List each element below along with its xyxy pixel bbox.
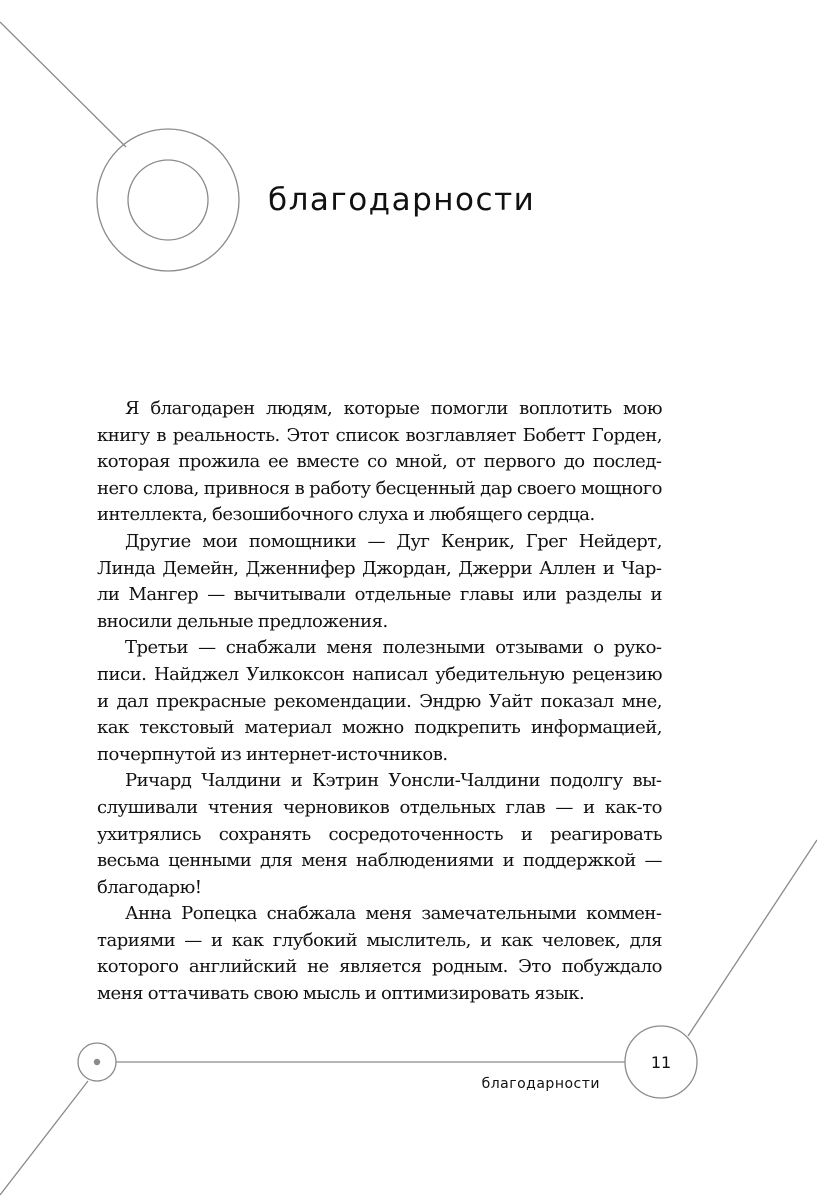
paragraph: Я благодарен людям, которые помогли воплотить мою книгу в реальность. Этот список возглавляет Бобетт Горден, которая прожила ее вместе со мной, от первого до последнего слова, привнося в работу бесценный дар своего мощного интеллекта, безошибочного слуха и любящего сердца.	[97, 398, 662, 526]
title-outer-circle	[97, 129, 239, 271]
bottom-left-diagonal-line	[0, 1081, 88, 1195]
top-diagonal-line	[0, 22, 126, 147]
page-number: 11	[650, 1052, 672, 1072]
chapter-title: благодарности	[268, 182, 536, 218]
title-inner-circle	[128, 160, 208, 240]
footer-left-circle	[78, 1043, 116, 1081]
running-footer-title: благодарности	[481, 1076, 600, 1092]
footer-left-dot	[94, 1059, 100, 1065]
paragraph: Другие мои помощники — Дуг Кенрик, Грег Нейдерт, Линда Демейн, Дженнифер Джордан, Джерри Аллен и Чарли Мангер — вычитывали отдельные главы или разделы и вносили дельные предложения.	[97, 530, 662, 632]
right-diagonal-line	[688, 840, 817, 1036]
paragraph: Ричард Чалдини и Кэтрин Уонсли-Чалдини подолгу выслушивали чтения черновиков отдельных глав — и как-то ухитрялись сохранять сосредоточенность и реагировать весьма ценными для меня наблюдениями и поддержкой — благодарю!	[97, 770, 662, 898]
paragraph: Анна Ропецка снабжала меня замечательными комментариями — и как глубокий мыслитель, и как человек, для которого английский не является родным. Это побуждало меня оттачивать свою мысль и оптимизировать язык.	[97, 903, 662, 1005]
body-text	[97, 396, 662, 1008]
paragraph: Третьи — снабжали меня полезными отзывами о рукописи. Найджел Уилкоксон написал убедительную рецензию и дал прекрасные рекомендации. Эндрю Уайт показал мне, как текстовый материал можно подкрепить информацией, почерпнутой из интернет-источников.	[97, 637, 662, 765]
